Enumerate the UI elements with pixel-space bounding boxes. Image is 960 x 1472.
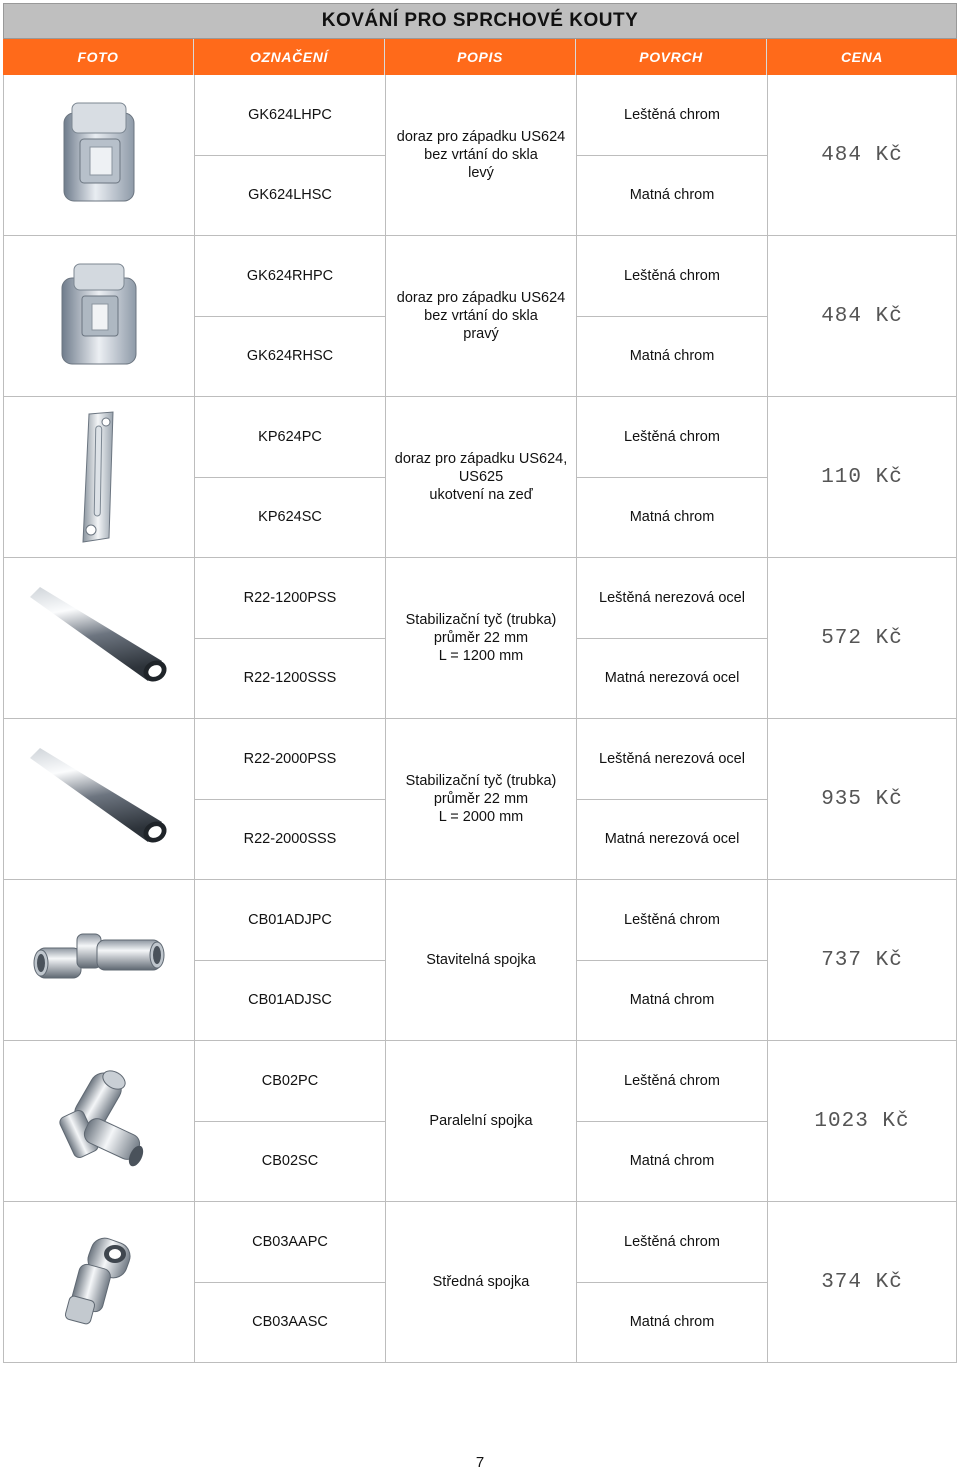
- product-price: 484 Kč: [821, 143, 903, 167]
- product-code: GK624RHSC: [246, 348, 334, 365]
- product-description: Stabilizační tyč (trubka) průměr 22 mm L = 2000 mm: [386, 719, 577, 879]
- finish-cell: [577, 719, 768, 879]
- product-code: CB03AASC: [252, 1314, 328, 1331]
- product-description: Paralelní spojka: [386, 1041, 577, 1201]
- tube-photo: [4, 719, 195, 879]
- product-price: 737 Kč: [821, 948, 903, 972]
- finish-cell: [577, 75, 768, 235]
- finish-option: Matná chrom: [629, 992, 715, 1009]
- finish-cell: [577, 397, 768, 557]
- code-cell: [195, 880, 386, 1040]
- product-code: KP624PC: [195, 397, 385, 478]
- code-cell: [195, 75, 386, 235]
- product-code: CB02PC: [195, 1041, 385, 1122]
- column-header-description: POPIS: [385, 39, 576, 75]
- code-cell: [195, 558, 386, 718]
- finish-option: Matná chrom: [629, 1314, 715, 1331]
- table-row: [4, 236, 956, 397]
- product-code: CB02SC: [261, 1153, 319, 1170]
- finish-cell: [577, 236, 768, 396]
- product-code: GK624RHPC: [195, 236, 385, 317]
- column-header-photo: FOTO: [3, 39, 194, 75]
- code-cell: [195, 397, 386, 557]
- product-code: GK624LHSC: [248, 187, 332, 204]
- finish-option: Leštěná chrom: [577, 1202, 767, 1283]
- code-cell: [195, 1041, 386, 1201]
- product-description: doraz pro západku US624 bez vrtání do skla pravý: [386, 236, 577, 396]
- tube-photo: [4, 558, 195, 718]
- product-price: 572 Kč: [821, 626, 903, 650]
- code-cell: [195, 719, 386, 879]
- code-cell: [195, 1202, 386, 1362]
- column-header-price: CENA: [840, 49, 884, 65]
- product-code: CB03AAPC: [195, 1202, 385, 1283]
- wall-plate-photo: [4, 397, 195, 557]
- corner-clamp-photo: [4, 236, 195, 396]
- table-row: [4, 75, 956, 236]
- finish-cell: [577, 1202, 768, 1362]
- finish-option: Matná nerezová ocel: [604, 670, 740, 687]
- finish-option: Matná chrom: [629, 348, 715, 365]
- product-code: R22-1200SSS: [243, 670, 337, 687]
- finish-option: Leštěná chrom: [577, 236, 767, 317]
- product-price: 1023 Kč: [814, 1109, 910, 1133]
- page-title: KOVÁNÍ PRO SPRCHOVÉ KOUTY: [3, 3, 957, 39]
- product-description: Stavitelná spojka: [386, 880, 577, 1040]
- finish-cell: [577, 880, 768, 1040]
- finish-option: Leštěná chrom: [577, 1041, 767, 1122]
- product-code: R22-2000PSS: [195, 719, 385, 800]
- table-header: [3, 39, 957, 75]
- product-code: R22-1200PSS: [195, 558, 385, 639]
- finish-option: Matná nerezová ocel: [604, 831, 740, 848]
- finish-option: Matná chrom: [629, 1153, 715, 1170]
- column-header-code: OZNAČENÍ: [194, 39, 385, 75]
- code-cell: [195, 236, 386, 396]
- finish-option: Leštěná nerezová ocel: [577, 719, 767, 800]
- table-row: [4, 719, 956, 880]
- column-header-finish: POVRCH: [576, 39, 767, 75]
- product-description: Stabilizační tyč (trubka) průměr 22 mm L = 1200 mm: [386, 558, 577, 718]
- finish-option: Matná chrom: [629, 509, 715, 526]
- product-code: KP624SC: [258, 509, 322, 526]
- product-description: Středná spojka: [386, 1202, 577, 1362]
- finish-option: Leštěná chrom: [577, 397, 767, 478]
- table-row: [4, 880, 956, 1041]
- product-code: CB01ADJPC: [195, 880, 385, 961]
- product-price: 484 Kč: [821, 304, 903, 328]
- table-row: [4, 1041, 956, 1202]
- middle-connector-photo: [4, 1202, 195, 1362]
- catalog-sheet: [3, 3, 957, 1363]
- corner-clamp-photo: [4, 75, 195, 235]
- product-price: 374 Kč: [821, 1270, 903, 1294]
- product-description: doraz pro západku US624 bez vrtání do skla levý: [386, 75, 577, 235]
- product-code: CB01ADJSC: [248, 992, 332, 1009]
- table-row: [4, 1202, 956, 1363]
- finish-option: Matná chrom: [629, 187, 715, 204]
- product-code: GK624LHPC: [195, 75, 385, 156]
- finish-cell: [577, 1041, 768, 1201]
- product-description: doraz pro západku US624, US625 ukotvení na zeď: [386, 397, 577, 557]
- product-price: 110 Kč: [821, 465, 903, 489]
- finish-option: Leštěná nerezová ocel: [577, 558, 767, 639]
- adjustable-connector-photo: [4, 880, 195, 1040]
- product-code: R22-2000SSS: [243, 831, 337, 848]
- product-price: 935 Kč: [821, 787, 903, 811]
- finish-option: Leštěná chrom: [577, 880, 767, 961]
- finish-cell: [577, 558, 768, 718]
- page-number: 7: [475, 1454, 485, 1471]
- product-table: [3, 75, 957, 1363]
- table-row: [4, 397, 956, 558]
- parallel-connector-photo: [4, 1041, 195, 1201]
- finish-option: Leštěná chrom: [577, 75, 767, 156]
- table-row: [4, 558, 956, 719]
